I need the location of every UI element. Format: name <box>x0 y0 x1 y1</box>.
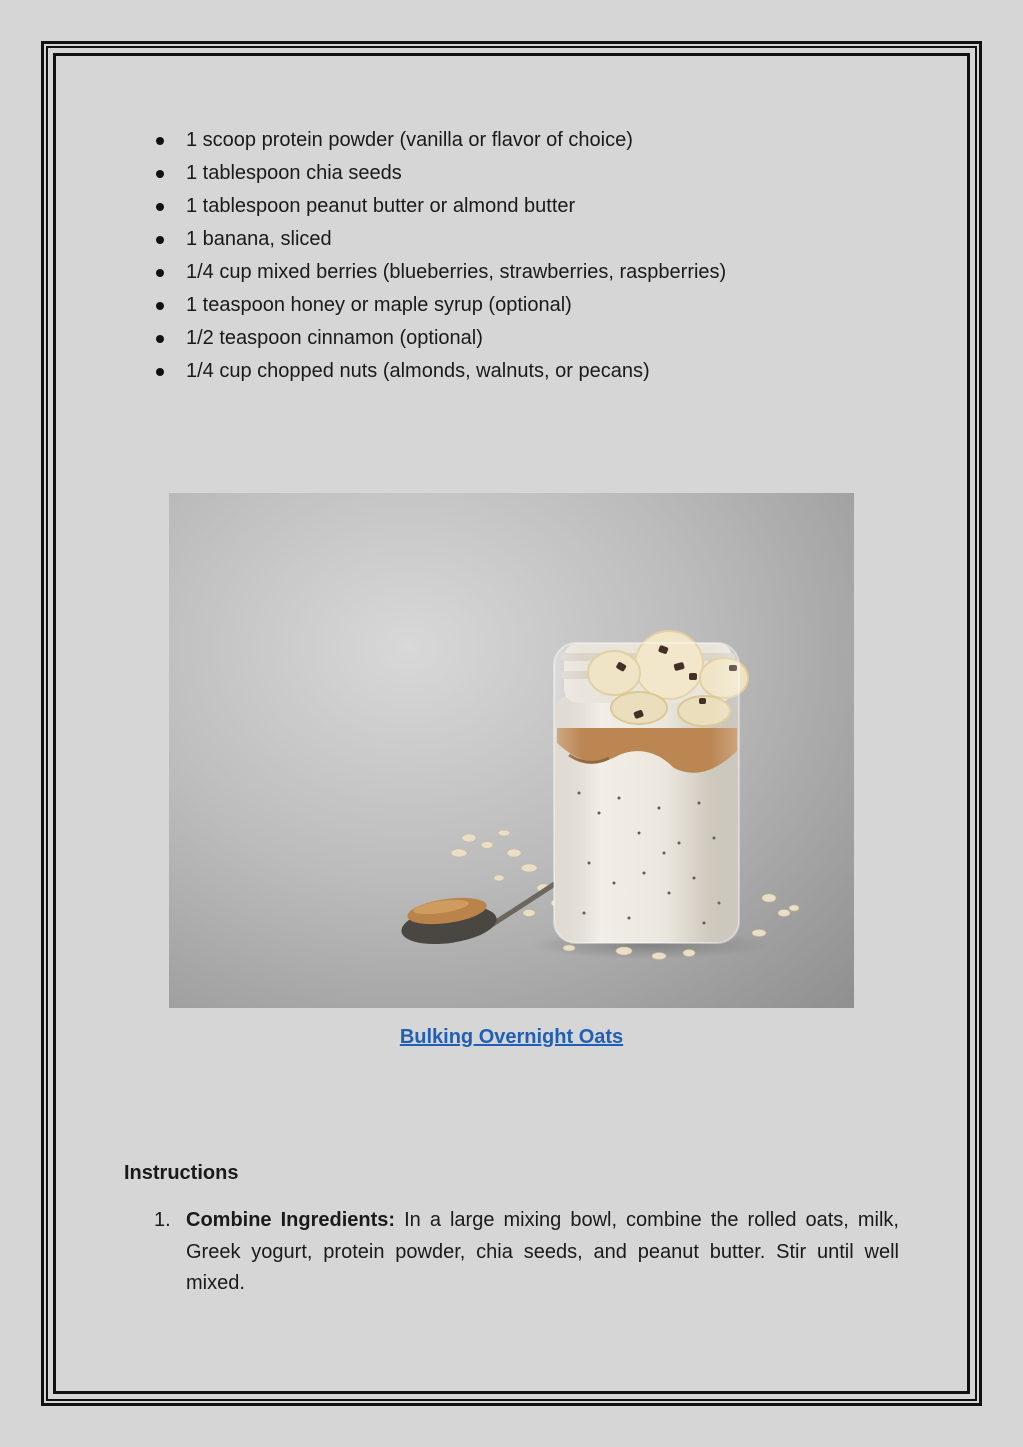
ingredient-text: 1 banana, sliced <box>186 228 332 250</box>
bullet-icon <box>156 236 164 244</box>
bullet-icon <box>156 137 164 145</box>
oats-jar-illustration <box>169 493 854 1008</box>
overnight-oats-photo <box>169 493 854 1008</box>
instructions-heading: Instructions <box>124 1162 239 1184</box>
ingredient-item <box>150 355 726 388</box>
ingredient-item <box>150 190 726 223</box>
ingredient-text: 1/2 teaspoon cinnamon (optional) <box>186 327 483 349</box>
bullet-icon <box>156 170 164 178</box>
ingredient-item <box>150 289 726 322</box>
bullet-icon <box>156 335 164 343</box>
ingredient-text: 1 tablespoon peanut butter or almond butter <box>186 195 576 217</box>
ingredient-text: 1 tablespoon chia seeds <box>186 162 402 184</box>
ingredient-item <box>150 256 726 289</box>
ingredient-item <box>150 124 726 157</box>
bullet-icon <box>156 269 164 277</box>
ingredient-list <box>150 124 726 388</box>
step-number: 1. <box>154 1209 171 1231</box>
step-text: In a large mixing bowl, combine the rolled oats, milk, Greek yogurt, protein powder, chia seeds, and peanut butter. Stir until well mixed. <box>186 1209 899 1294</box>
bullet-icon <box>156 203 164 211</box>
ingredient-item <box>150 223 726 256</box>
ingredient-text: 1 teaspoon honey or maple syrup (optional) <box>186 294 572 316</box>
bullet-icon <box>156 302 164 310</box>
ingredient-item <box>150 322 726 355</box>
step-title: Combine Ingredients: <box>186 1209 396 1231</box>
bullet-icon <box>156 368 164 376</box>
ingredient-text: 1/4 cup mixed berries (blueberries, strawberries, raspberries) <box>186 261 727 283</box>
instruction-step <box>150 1205 899 1300</box>
ingredient-text: 1 scoop protein powder (vanilla or flavor of choice) <box>186 129 633 151</box>
image-caption-link[interactable]: Bulking Overnight Oats <box>399 1026 624 1048</box>
ingredient-item <box>150 157 726 190</box>
instructions-list <box>150 1205 899 1300</box>
ingredient-text: 1/4 cup chopped nuts (almonds, walnuts, or pecans) <box>186 360 650 382</box>
